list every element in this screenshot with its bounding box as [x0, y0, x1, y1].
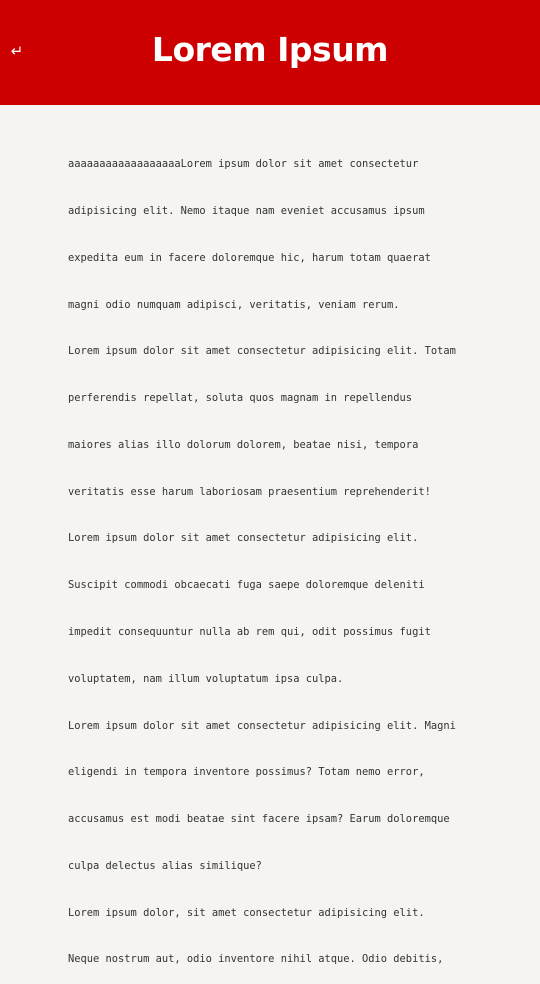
text-line: Lorem ipsum dolor sit amet consectetur adipisicing elit. Totam [68, 345, 456, 358]
text-line: eligendi in tempora inventore possimus? Totam nemo error, [68, 766, 425, 779]
article-body [68, 126, 478, 984]
text-line: Neque nostrum aut, odio inventore nihil atque. Odio debitis, [68, 953, 444, 966]
text-line: voluptatem, nam illum voluptatum ipsa culpa. [68, 672, 344, 685]
text-line: Lorem ipsum dolor, sit amet consectetur adipisicing elit. [68, 906, 425, 919]
text-line: culpa delectus alias similique? [68, 859, 262, 872]
text-line: maiores alias illo dolorum dolorem, beatae nisi, tempora [68, 438, 419, 451]
text-line: Suscipit commodi obcaecati fuga saepe doloremque deleniti [68, 579, 425, 592]
return-arrow-icon: ↵ [10, 42, 24, 60]
text-line: aaaaaaaaaaaaaaaaaaLorem ipsum dolor sit amet consectetur [68, 158, 419, 171]
text-line: accusamus est modi beatae sint facere ipsam? Earum doloremque [68, 813, 450, 826]
page-title: Lorem Ipsum [151, 30, 389, 69]
text-line: Lorem ipsum dolor sit amet consectetur adipisicing elit. Magni [68, 719, 456, 732]
app-header [0, 0, 540, 105]
text-line: adipisicing elit. Nemo itaque nam eveniet accusamus ipsum [68, 204, 425, 217]
text-line: magni odio numquam adipisci, veritatis, veniam rerum. [68, 298, 400, 311]
text-line: impedit consequuntur nulla ab rem qui, odit possimus fugit [68, 626, 431, 638]
text-line: expedita eum in facere doloremque hic, harum totam quaerat [68, 251, 431, 264]
text-line: Lorem ipsum dolor sit amet consectetur adipisicing elit. [68, 532, 419, 545]
text-line: perferendis repellat, soluta quos magnam in repellendus [68, 392, 413, 405]
text-line: veritatis esse harum laboriosam praesentium reprehenderit! [68, 485, 431, 498]
